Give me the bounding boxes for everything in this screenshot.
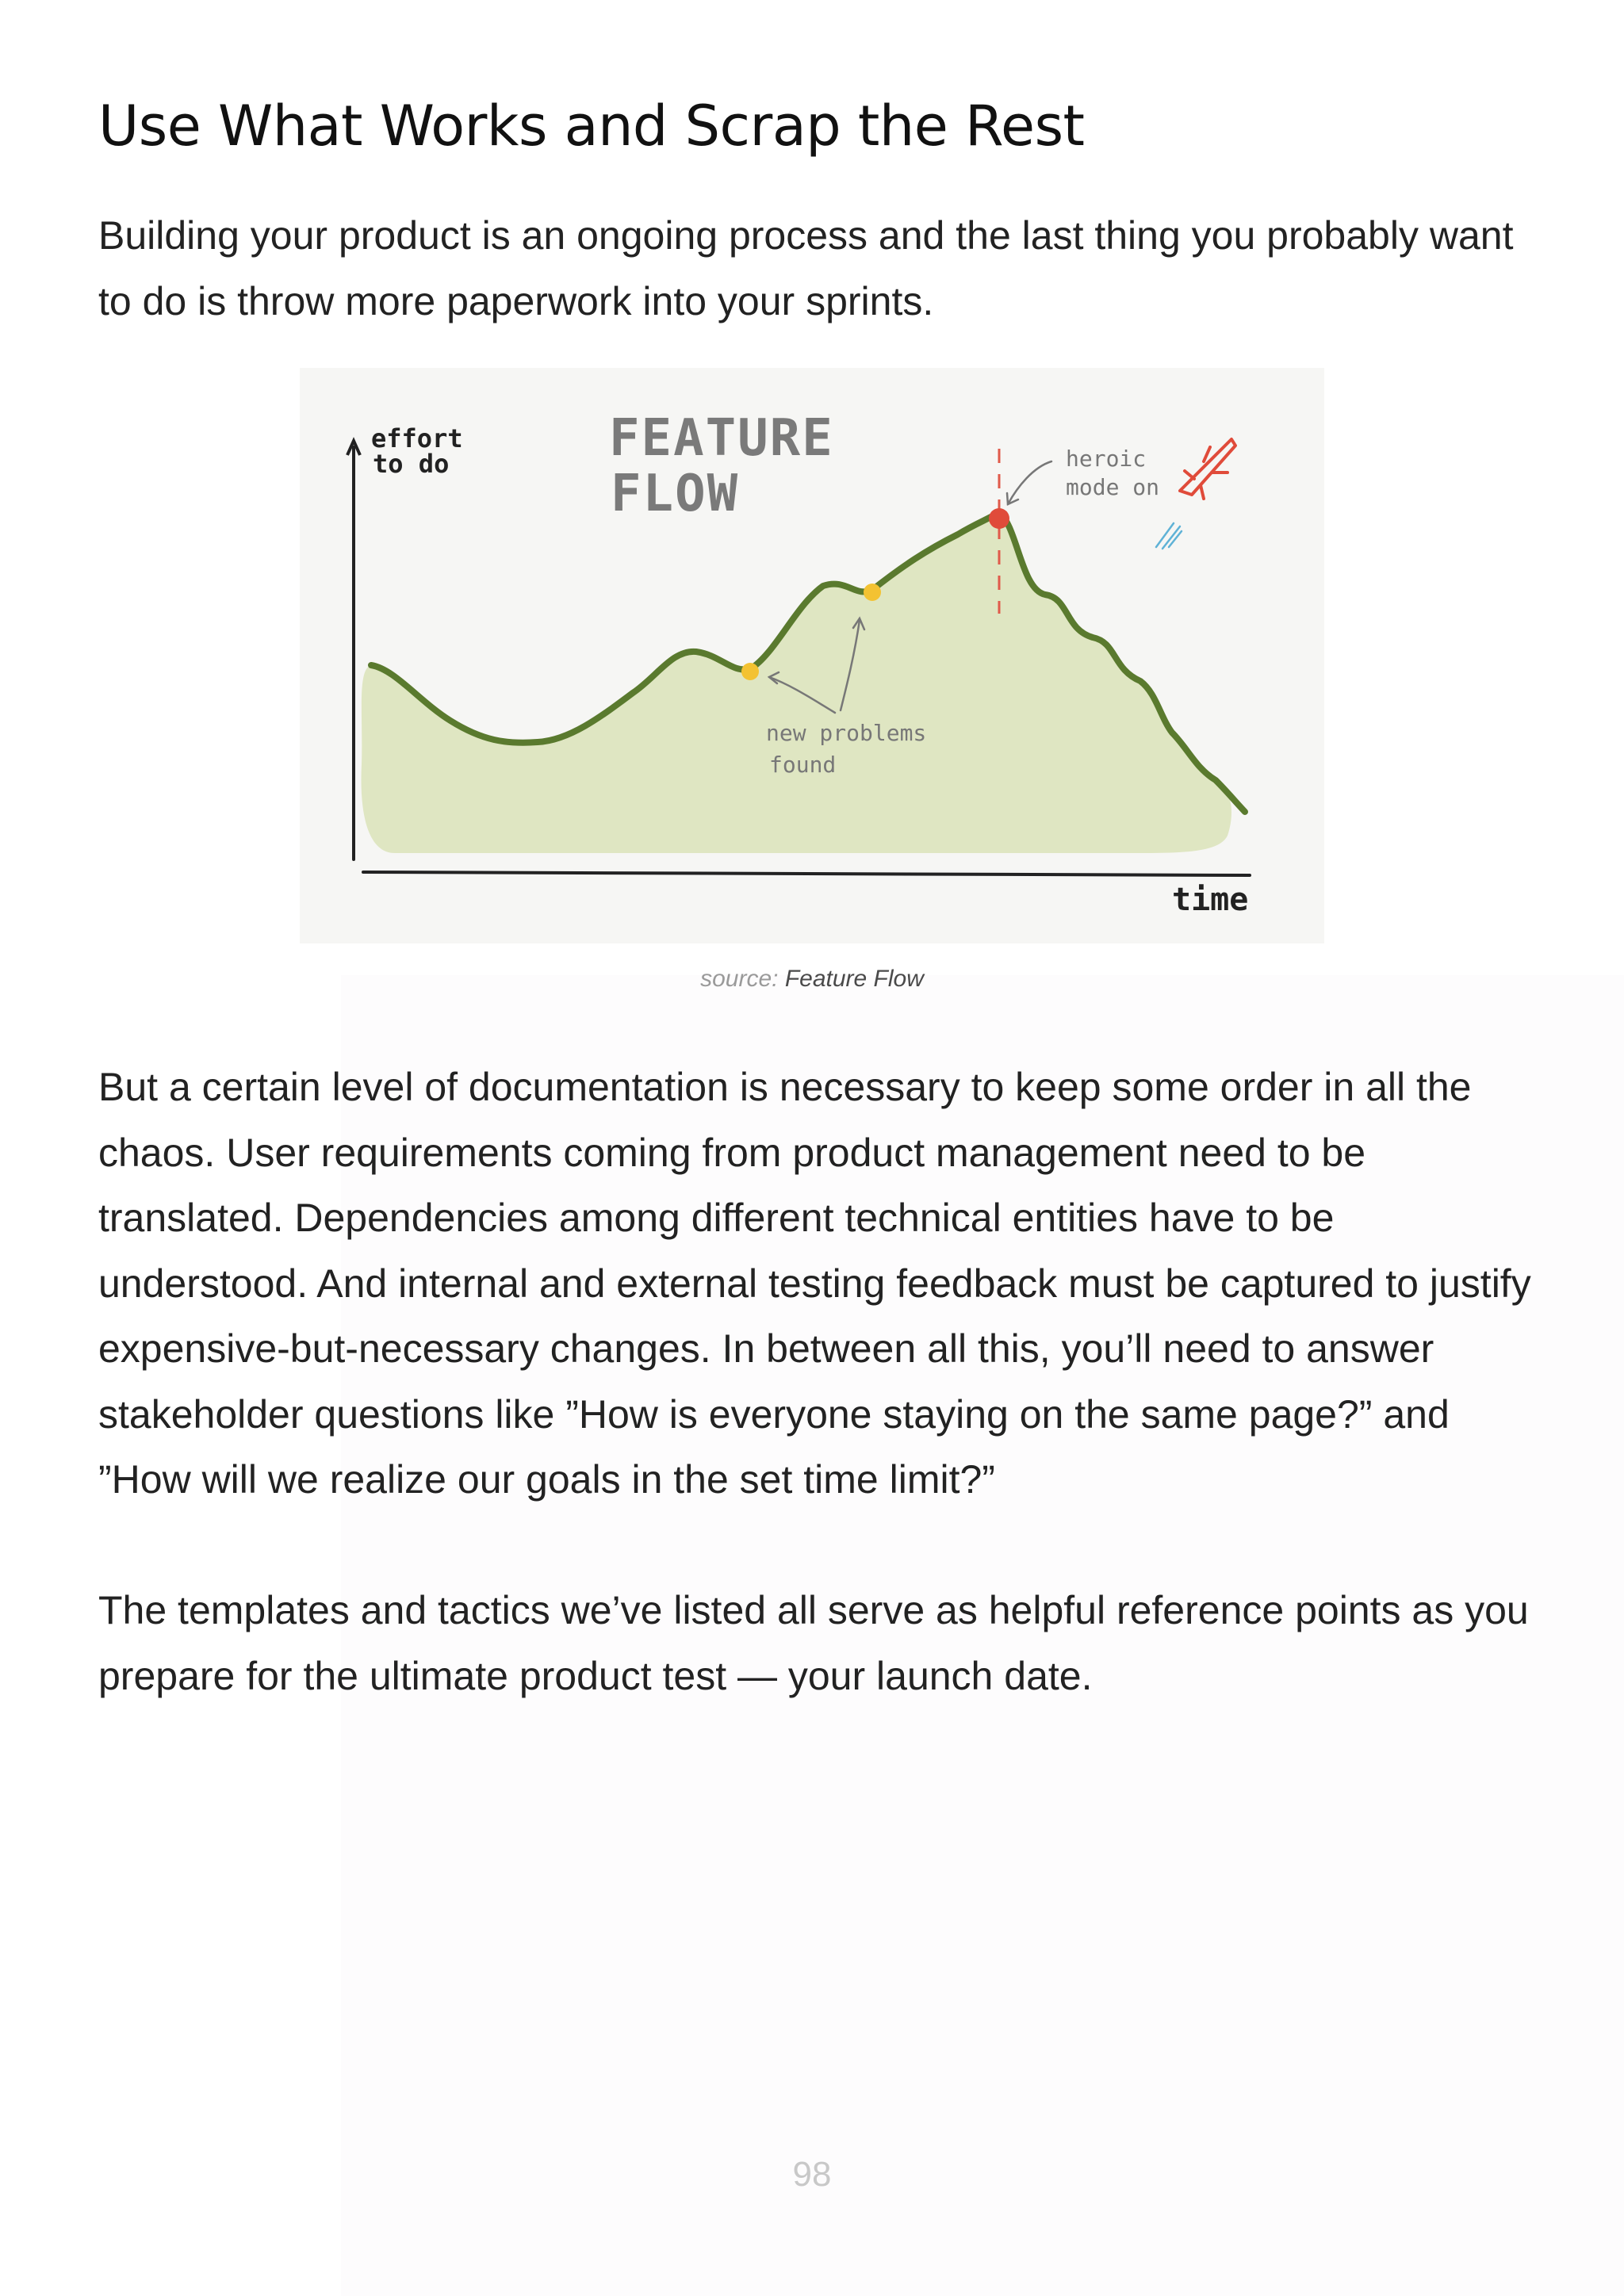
annotation-problems-line1: new problems bbox=[766, 720, 927, 746]
y-axis-label-line2: to do bbox=[373, 449, 450, 479]
figure-title-line1: FEATURE bbox=[609, 409, 834, 468]
caption-source-label: source: bbox=[700, 966, 779, 992]
closing-paragraph: The templates and tactics we’ve listed all serve as helpful reference points as you prepare for the ultimate product test — your launch date. bbox=[98, 1588, 1529, 1698]
caption-source-name: Feature Flow bbox=[784, 966, 924, 992]
annotation-heroic-line1: heroic bbox=[1066, 446, 1147, 472]
figure-title-line2: FLOW bbox=[611, 465, 740, 523]
effort-area bbox=[361, 512, 1231, 853]
feature-flow-figure bbox=[300, 368, 1324, 943]
annotation-heroic-line2: mode on bbox=[1066, 474, 1160, 500]
x-axis-label: time bbox=[1172, 882, 1249, 918]
figure-caption bbox=[0, 966, 1624, 993]
y-axis-label-line1: effort bbox=[371, 423, 463, 453]
section-heading: Use What Works and Scrap the Rest bbox=[98, 94, 1085, 159]
rocket-streaks-icon bbox=[1156, 523, 1182, 549]
problem-dot-1 bbox=[741, 663, 759, 680]
feature-flow-sketch bbox=[300, 368, 1324, 943]
heroic-dot bbox=[989, 508, 1009, 529]
body-paragraph: But a certain level of documentation is necessary to keep some order in all the chaos. User requirements coming from product management need to be translated. Dependencies among different technical entities have to be understood. And internal and external testing feedback must be captured to justify expensive-but-necessary changes. In between all this, you’ll need to answer stakeholder questions like ”How is everyone staying on the same page?” and ”How will we realize our goals in the set time limit?” bbox=[98, 1065, 1531, 1502]
annotation-problems-line2: found bbox=[769, 752, 837, 778]
x-axis bbox=[363, 872, 1250, 875]
problem-dot-2 bbox=[864, 584, 881, 601]
page-number: 98 bbox=[792, 2155, 832, 2194]
heroic-arrow bbox=[1008, 461, 1051, 504]
intro-paragraph: Building your product is an ongoing process and the last thing you probably want to do is throw more paperwork into your sprints. bbox=[98, 213, 1514, 323]
rocket-icon bbox=[1180, 439, 1235, 499]
